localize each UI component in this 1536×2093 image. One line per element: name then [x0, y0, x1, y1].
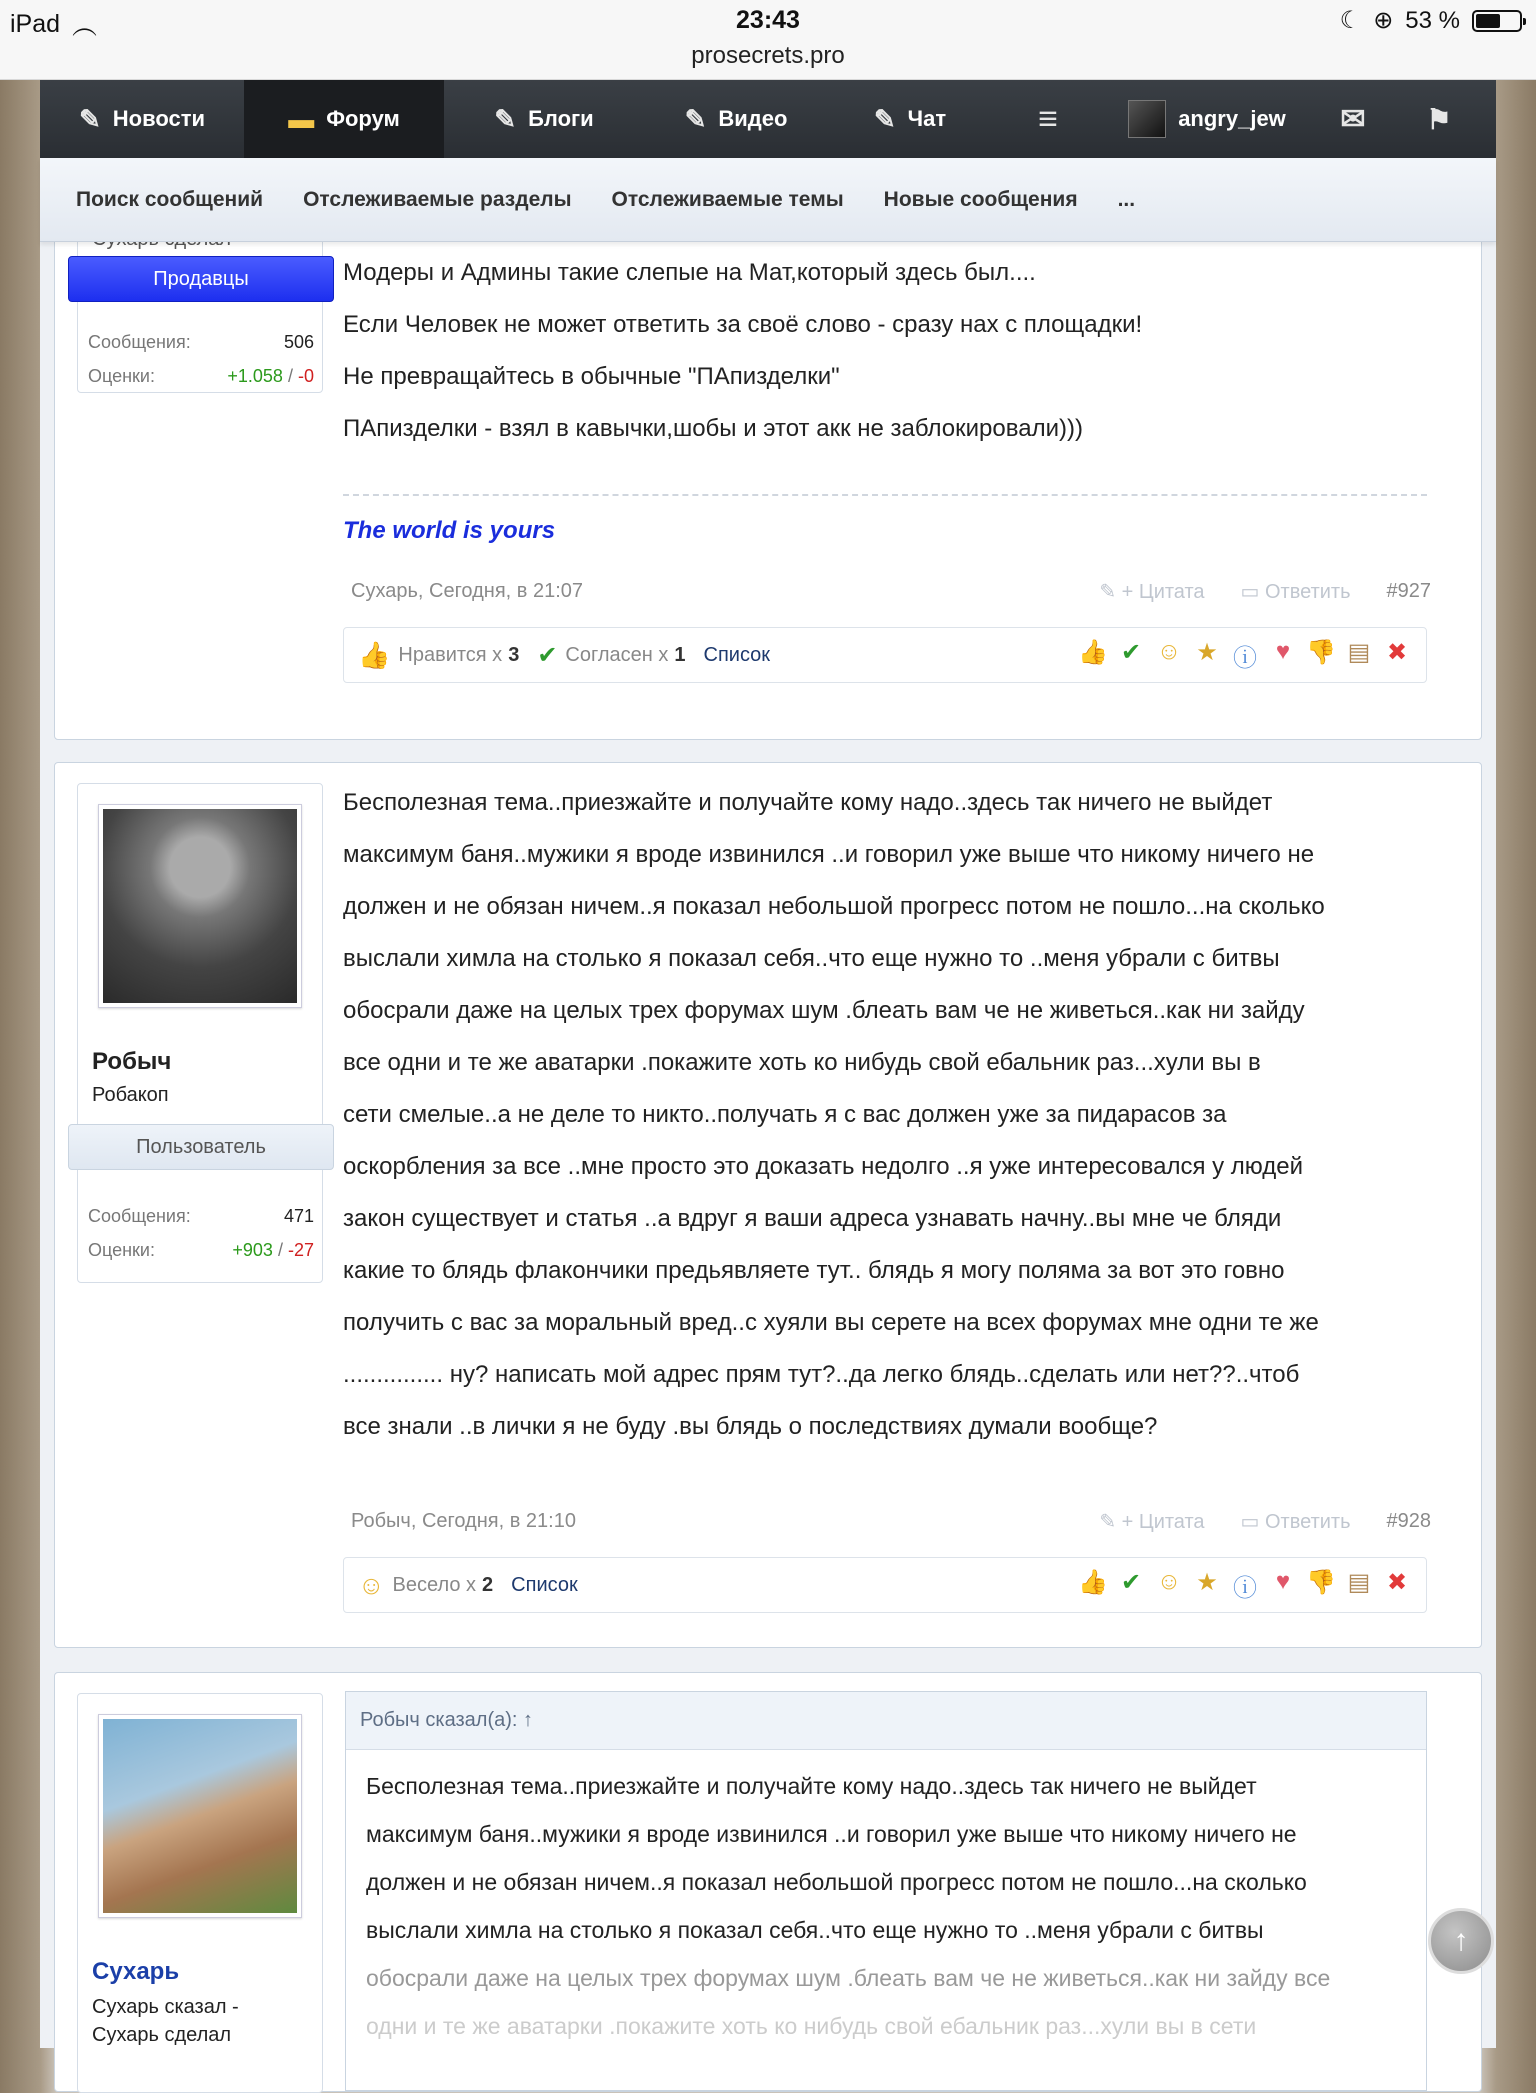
moon-icon: ☾: [1339, 7, 1362, 34]
rate-dislike-icon[interactable]: 👎: [1306, 638, 1336, 666]
message-line: Модеры и Админы такие слепые на Мат,который здесь был....: [343, 259, 1036, 286]
rate-star-icon[interactable]: ★: [1196, 1568, 1218, 1596]
sub-nav: [40, 158, 1496, 242]
user-title-line: Сухарь сказал -: [92, 1996, 239, 2018]
wifi-icon: ︵: [72, 12, 98, 40]
post-author-date[interactable]: Робыч, Сегодня, в 21:10: [351, 1510, 576, 1532]
username[interactable]: Робыч: [92, 1048, 172, 1075]
subnav-watched-threads[interactable]: Отслеживаемые темы: [611, 187, 844, 211]
check-icon: ✔: [537, 641, 558, 669]
nav-news-label: Новости: [112, 106, 206, 131]
quote-body: [346, 1750, 1426, 2062]
quote-button[interactable]: [1099, 1509, 1204, 1534]
stat-value: [227, 366, 314, 387]
avatar[interactable]: [98, 804, 302, 1008]
stat-ratings: [88, 366, 314, 387]
rate-dislike-icon[interactable]: 👎: [1306, 1568, 1336, 1596]
flag-icon: ⚑: [1426, 103, 1452, 135]
message-line: все знали ..в лички я не буду .вы блядь о последствиях думали вообще?: [343, 1413, 1158, 1440]
signature: The world is yours: [343, 517, 556, 544]
rating-positive: +903: [232, 1240, 273, 1260]
inbox-button[interactable]: [1310, 80, 1396, 158]
nav-chat[interactable]: [828, 80, 992, 158]
rating-separator: /: [287, 366, 293, 386]
post-927: [54, 202, 1482, 740]
user-avatar: [1128, 100, 1166, 138]
rate-cross-icon[interactable]: ✖: [1386, 1568, 1408, 1596]
post-actions: [1099, 579, 1431, 604]
likes-list-link[interactable]: Список: [511, 1573, 578, 1596]
speech-icon: ▭: [1240, 581, 1265, 603]
rate-info-icon[interactable]: ⓘ: [1233, 1574, 1257, 1602]
likes-bar: [343, 1557, 1427, 1613]
quote-line: выслали химла на столько я показал себя..что еще нужно то ..меня убрали с битвы: [366, 1917, 1264, 1943]
nav-news[interactable]: [40, 80, 244, 158]
post-929: [54, 1672, 1482, 2092]
message-line: оскорбления за все ..мне просто это доказать недолго ..я уже интересовался у людей: [343, 1153, 1304, 1180]
stat-label: Оценки:: [88, 1240, 155, 1260]
message-line: ............... ну? написать мой адрес прям тут?..да легко блядь..сделать или нет??..чтоб: [343, 1361, 1300, 1388]
rating-negative: -27: [287, 1240, 314, 1260]
agree-count: 1: [674, 643, 686, 666]
thumbs-up-icon: 👍: [358, 639, 391, 670]
username[interactable]: Сухарь: [92, 1958, 180, 1985]
speech-icon: ▭: [1240, 1511, 1265, 1533]
userbox: [77, 1693, 323, 2093]
reply-button[interactable]: [1241, 1509, 1351, 1534]
stat-messages: [88, 332, 314, 353]
nav-forum-label: Форум: [326, 106, 400, 131]
pencil-icon: ✎: [1099, 581, 1122, 603]
stat-value: 471: [283, 1206, 314, 1226]
scroll-top-button[interactable]: [1428, 1908, 1494, 1974]
message-line: Бесполезная тема..приезжайте и получайте кому надо..здесь так ничего не выйдет: [343, 789, 1273, 816]
message-line: обосрали даже на целых трех форумах шум .блеать вам че не живеться..как ни зайду: [343, 997, 1305, 1024]
stat-value: 506: [283, 332, 314, 352]
like-count: 3: [508, 643, 520, 666]
rate-box-icon[interactable]: ▤: [1347, 1568, 1371, 1596]
rating-separator: /: [277, 1240, 283, 1260]
avatar-image: [103, 809, 297, 1003]
quote-line: максимум баня..мужики я вроде извинился ..и говорил уже выше что никому ничего не: [366, 1821, 1297, 1847]
nav-chat-label: Чат: [907, 106, 947, 131]
alerts-button[interactable]: [1396, 80, 1482, 158]
rating-positive: +1.058: [227, 366, 283, 386]
nav-blogs-label: Блоги: [528, 106, 594, 131]
user-title: Робакоп: [92, 1084, 169, 1106]
message-line: выслали химла на столько я показал себя..что еще нужно то ..меня убрали с битвы: [343, 945, 1280, 972]
stat-label: Сообщения:: [88, 1206, 191, 1226]
post-meta: [351, 579, 1431, 604]
rate-like-icon[interactable]: 👍: [1078, 1568, 1108, 1596]
chat-bubble-icon: ▬: [288, 103, 315, 134]
subnav-new-posts[interactable]: Новые сообщения: [883, 187, 1078, 211]
pencil-icon: ✎: [494, 103, 517, 134]
address-bar[interactable]: prosecrets.pro: [691, 42, 845, 69]
rate-heart-icon[interactable]: ♥: [1275, 637, 1291, 665]
quote-header[interactable]: Робыч сказал(а): ↑: [346, 1692, 1426, 1750]
subnav-more[interactable]: ...: [1117, 187, 1136, 211]
rate-agree-icon[interactable]: ✔: [1120, 1568, 1142, 1596]
rating-icons: [1078, 1568, 1412, 1603]
smile-icon: ☺: [358, 1569, 385, 1600]
user-menu[interactable]: [1104, 80, 1310, 158]
clock: 23:43: [736, 6, 800, 34]
post-meta: [351, 1509, 1431, 1534]
message-line: получить с вас за моральный вред..с хуяли вы серете на всех форумах мне одни те же: [343, 1309, 1319, 1336]
message-line: должен и не обязан ничем..я показал небольшой прогресс потом не пошло...на сколько: [343, 893, 1325, 920]
message-line: Если Человек не может ответить за своё слово - сразу нах с площадки!: [343, 311, 1143, 338]
main-nav: [40, 80, 1496, 158]
message-line: какие то блядь флакончики предьявляете тут.. блядь я могу поляма за вот это говно: [343, 1257, 1285, 1284]
stat-messages: [88, 1206, 314, 1227]
status-bar: [0, 0, 1536, 80]
reply-label: Ответить: [1265, 581, 1351, 603]
stat-label: Оценки:: [88, 366, 155, 386]
message-line: Не превращайтесь в обычные "ПАпизделки": [343, 363, 840, 390]
post-author-date[interactable]: Сухарь, Сегодня, в 21:07: [351, 580, 583, 602]
rating-icons: [1078, 638, 1412, 673]
avatar[interactable]: [98, 1714, 302, 1918]
nav-forum[interactable]: [244, 80, 444, 158]
rate-heart-icon[interactable]: ♥: [1275, 1567, 1291, 1595]
userbox: [77, 783, 323, 1283]
rotation-lock-icon: ⊕: [1373, 7, 1394, 34]
pencil-icon: ✎: [684, 103, 707, 134]
subnav-watched-forums[interactable]: Отслеживаемые разделы: [303, 187, 572, 211]
likes-bar: [343, 627, 1427, 683]
message-body: [343, 777, 1443, 1453]
quote-line: обосрали даже на целых трех форумах шум .блеать вам че не живеться..как ни зайду все: [366, 1965, 1331, 1991]
message-line: ПАпизделки - взял в кавычки,шобы и этот акк не заблокировали))): [343, 415, 1083, 442]
rate-star-icon[interactable]: ★: [1196, 638, 1218, 666]
arrow-up-icon: ↑: [1453, 1924, 1469, 1957]
stat-label: Сообщения:: [88, 332, 191, 352]
nav-video[interactable]: [644, 80, 828, 158]
quote-line: одни и те же аватарки .покажите хоть ко нибудь свой ебальник раз...хули вы в сети: [366, 2013, 1257, 2039]
like-label: Нравится x: [398, 643, 503, 666]
nav-video-label: Видео: [718, 106, 788, 131]
post-928: [54, 762, 1482, 1648]
role-badge: Пользователь: [68, 1124, 334, 1170]
device-name: iPad: [10, 9, 61, 38]
rate-funny-icon[interactable]: ☺: [1156, 637, 1182, 665]
quote-label: + Цитата: [1121, 1511, 1205, 1533]
pencil-icon: ✎: [1099, 1511, 1122, 1533]
rate-agree-icon[interactable]: ✔: [1120, 638, 1142, 666]
message-line: максимум баня..мужики я вроде извинился ..и говорил уже выше что никому ничего не: [343, 841, 1315, 868]
quote-line: Бесполезная тема..приезжайте и получайте кому надо..здесь так ничего не выйдет: [366, 1773, 1257, 1799]
avatar-image: [103, 1719, 297, 1913]
fun-label: Весело x: [392, 1573, 477, 1596]
nav-blogs[interactable]: [444, 80, 644, 158]
pencil-icon: ✎: [78, 103, 101, 134]
post-number[interactable]: #928: [1386, 1510, 1431, 1532]
rate-box-icon[interactable]: ▤: [1347, 638, 1371, 666]
stat-value: [232, 1240, 314, 1261]
pencil-icon: ✎: [873, 103, 896, 134]
role-badge: Продавцы: [68, 256, 334, 302]
reply-label: Ответить: [1265, 1511, 1351, 1533]
message-line: все одни и те же аватарки .покажите хоть ко нибудь свой ебальник раз...хули вы в: [343, 1049, 1261, 1076]
fun-count: 2: [482, 1573, 494, 1596]
likes-list-link[interactable]: Список: [703, 643, 771, 666]
hamburger-icon: ≡: [1038, 99, 1058, 138]
signature-divider: [343, 494, 1427, 496]
reply-button[interactable]: [1241, 579, 1351, 604]
message-line: сети смелые..а не деле то никто..получать я с вас должен уже за пидарасов за: [343, 1101, 1227, 1128]
envelope-icon: ✉: [1340, 102, 1366, 136]
post-actions: [1099, 1509, 1431, 1534]
rating-negative: -0: [297, 366, 314, 386]
quote-line: должен и не обязан ничем..я показал небольшой прогресс потом не пошло...на сколько: [366, 1869, 1307, 1895]
quote-block: [345, 1691, 1427, 2091]
agree-label: Согласен x: [565, 643, 669, 666]
message-line: закон существует и статья ..а вдруг я ваши адреса узнавать начну..вы мне че бляди: [343, 1205, 1282, 1232]
battery-percent: 53 %: [1405, 6, 1460, 34]
user-name: angry_jew: [1178, 106, 1286, 131]
quote-button[interactable]: [1099, 579, 1204, 604]
thread-content: [40, 242, 1496, 2048]
rate-funny-icon[interactable]: ☺: [1156, 1567, 1182, 1595]
battery-icon: [1472, 10, 1522, 32]
quote-label: + Цитата: [1121, 581, 1205, 603]
stat-ratings: [88, 1240, 314, 1261]
rate-info-icon[interactable]: ⓘ: [1233, 644, 1257, 672]
post-number[interactable]: #927: [1386, 580, 1431, 602]
user-title-line: Сухарь сделал: [92, 2024, 232, 2046]
menu-button[interactable]: [992, 80, 1104, 158]
rate-like-icon[interactable]: 👍: [1078, 638, 1108, 666]
status-right: [1340, 6, 1522, 35]
rate-cross-icon[interactable]: ✖: [1386, 638, 1408, 666]
subnav-search-posts[interactable]: Поиск сообщений: [76, 187, 264, 211]
